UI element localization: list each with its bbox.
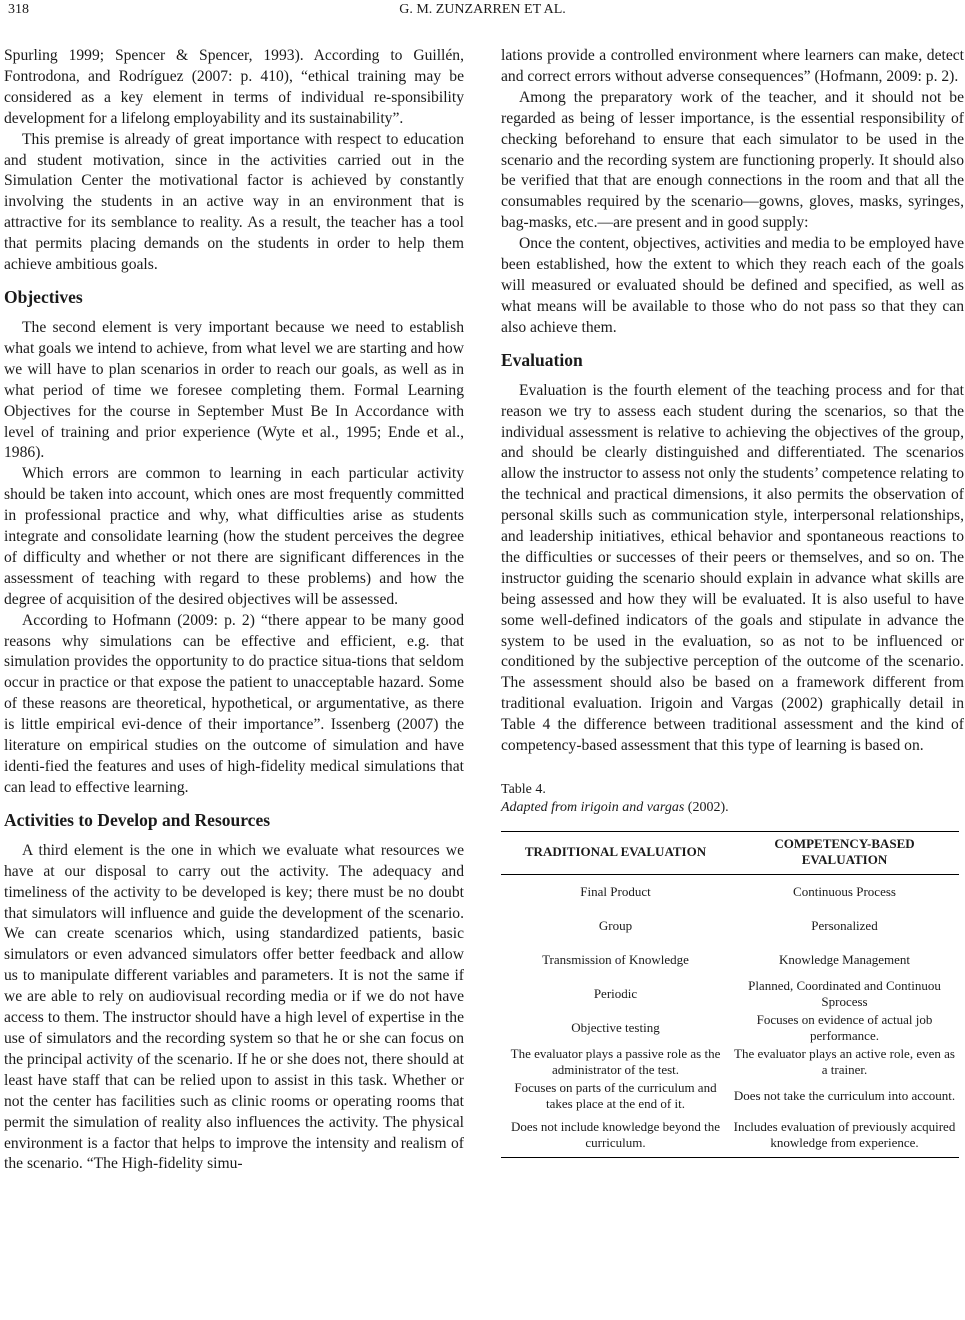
paragraph: Spurling 1999; Spencer & Spencer, 1993). According to Guillén, Fontrodona, and Rodríguez (2007: p. 410), “ethical training may be considered as a key element in terms of individual re-sponsibility development for a lifelong employability and its sustainability”.	[4, 47, 464, 127]
table-cell: The evaluator plays an active role, even as a trainer.	[734, 1046, 955, 1077]
page-header	[0, 2, 965, 24]
table-row	[501, 977, 959, 1011]
paragraph: The second element is very important because we need to establish what goals we intend to achieve, from what level we are starting and how we will have to plan scenarios in order to reach our goals, as well as in what period of time we foresee completing them. Formal Learning Objectives for the course in September Must Be In Accordance with level of training and prior experience (Wyte et al., 1995; Ende et al., 1986).	[4, 318, 464, 462]
table-row	[501, 1045, 959, 1079]
table-row	[501, 1079, 959, 1113]
running-head: G. M. ZUNZARREN ET AL.	[399, 2, 566, 17]
paragraph: Evaluation is the fourth element of the teaching process and for that reason we try to assess each student during the scenarios, so that the individual assessment is relative to achieving the objectives of the group, and should be clearly distinguished and differentiated. The scenarios allow the instructor to assess not only the students’ competence relating to the technical and practical dimensions, it also permits the observation of personal skills such as communication style, interpersonal relationships, and leadership initiatives, ethical behavior and spontaneous reactions to the difficulties or successes of their peers or themselves, and so on. The instructor guiding the scenario should explain in advance what skills are being assessed and how they will be evaluated. It is also useful to have some well-defined indicators of the goals and stipulate in advance the system to be used in the evaluation, so as not to be influenced or conditioned by the subjective perception of the outcome of the scenario. The assessment should also be based on a framework different from traditional evaluation. Irigoin and Vargas (2002) graphically detail in Table 4 the difference between traditional assessment and the kind of competency-based assessment that this type of learning is based on.	[501, 381, 964, 755]
section-heading-objectives: Objectives	[4, 286, 83, 307]
table-subcaption-year: (2002).	[684, 800, 729, 815]
paragraph: A third element is the one in which we evaluate what resources we have at our disposal to carry out the activity. The adequacy and timeliness of the activity to be developed is key; there must be no doubt that simulators will influence and guide the development of the scenario. We can create scenarios which, using standardized patients, basic simulators or even advanced simulators offer better feedback and allow us to manipulate different variables and parameters. It is not the same if we are able to rely on audiovisual recording media or if we do not have access to them. The instructor should have a high level of expertise in the use of simulators and the recording system so that he or she can focus on the principal activity of the scenario. If he or she does not, there should at least have staff that can be relied upon to assist in this task. Whether or not the center has facilities such as clinic rooms or operating rooms that permit the simulation of reality also influences the activity. The physical environment is a factor that helps to improve the intensity and realism of the scenario. “The High-fidelity simu-	[4, 841, 464, 1173]
table-subcaption	[501, 799, 964, 817]
table-caption	[501, 781, 964, 817]
table-cell: Does not include knowledge beyond the curriculum.	[501, 1113, 730, 1158]
paragraph: lations provide a controlled environment where learners can make, detect and correct errors without adverse consequences” (Hofmann, 2009: p. 2).	[501, 47, 964, 85]
table-row	[501, 1113, 959, 1158]
table-cell: Knowledge Management	[778, 952, 911, 967]
table-cell: Focuses on evidence of actual job performance.	[756, 1012, 933, 1043]
table-row	[501, 943, 959, 977]
table-cell: Continuous Process	[793, 884, 896, 899]
table-cell: Periodic	[593, 986, 638, 1001]
paragraph: According to Hofmann (2009: p. 2) “there appear to be many good reasons why simulations can be effective and efficient, e.g. that simulation provides the opportunity to do practice situa-tions that seldom occur in practice or that expose the patient to unacceptable hazard. Some of these reasons are theoretical, hypothetical, or argumentative, as there is little empirical evi-dence of their importance”. Issenberg (2007) the literature on empirical studies on the outcome of simulation and have identi-fied the features and uses of high-fidelity medical simulations that can lead to effective learning.	[4, 611, 464, 796]
table-subcaption-source: Adapted from irigoin and vargas	[501, 800, 685, 815]
table-cell: Includes evaluation of previously acquired knowledge from experience.	[730, 1113, 959, 1158]
table-cell: Does not take the curriculum into account.	[733, 1088, 956, 1103]
table-row	[501, 875, 959, 910]
right-column	[501, 46, 964, 1158]
column-header-traditional: TRADITIONAL EVALUATION	[501, 832, 730, 875]
table-row	[501, 1011, 959, 1045]
left-column	[4, 46, 464, 1175]
table-cell: Group	[598, 918, 633, 933]
table-row	[501, 909, 959, 943]
paragraph: Once the content, objectives, activities and media to be employed have been established, how the extent to which they reach each of the goals will measured or evaluated should be defined and specified, as well as what means will be available to those who do not pass so that they can also achieve them.	[501, 235, 964, 336]
table-cell: The evaluator plays a passive role as the administrator of the test.	[510, 1046, 721, 1077]
table-cell: Objective testing	[571, 1020, 660, 1035]
table-cell: Focuses on parts of the curriculum and takes place at the end of it.	[514, 1080, 717, 1111]
evaluation-comparison-table	[501, 831, 959, 1158]
table-cell: Personalized	[811, 918, 878, 933]
section-heading-activities: Activities to Develop and Resources	[4, 809, 271, 830]
table-cell: Transmission of Knowledge	[542, 952, 689, 967]
paragraph: This premise is already of great importance with respect to education and student motivation, since in the activities carried out in the Simulation Center the motivational factor is achieved by constantly involving the students in an active way in an environment that is attractive for its semblance to reality. As a result, the teacher has a tool that permits placing demands on the students in order to help them achieve ambitious goals.	[4, 130, 464, 274]
page-number: 318	[8, 2, 29, 17]
table-label: Table 4.	[501, 782, 546, 797]
paragraph: Which errors are common to learning in each particular activity should be taken into account, which ones are most frequently committed in professional practice and why, what difficulties arise as students integrate and consolidate learning (how the student perceives the degree of difficulty and whether or not there are significant differences in the assessment of teaching with regard to these problems) and how the degree of acquisition of the desired objectives will be assessed.	[4, 465, 464, 608]
section-heading-evaluation: Evaluation	[501, 349, 583, 370]
paragraph: Among the preparatory work of the teacher, and it should not be regarded as being of lesser importance, is the essential responsibility of checking beforehand to ensure that each simulator to be used in the scenario and the recording system are functioning properly. It should also be verified that that are enough connections in the room and that all the consumables required by the scenario—gowns, gloves, masks, syringes, bag-masks, etc.—are present and in good supply:	[501, 88, 964, 232]
column-header-competency: COMPETENCY-BASED EVALUATION	[730, 832, 959, 875]
table-cell: Final Product	[580, 884, 651, 899]
table-cell: Planned, Coordinated and Continuou Sprocess	[748, 978, 941, 1009]
